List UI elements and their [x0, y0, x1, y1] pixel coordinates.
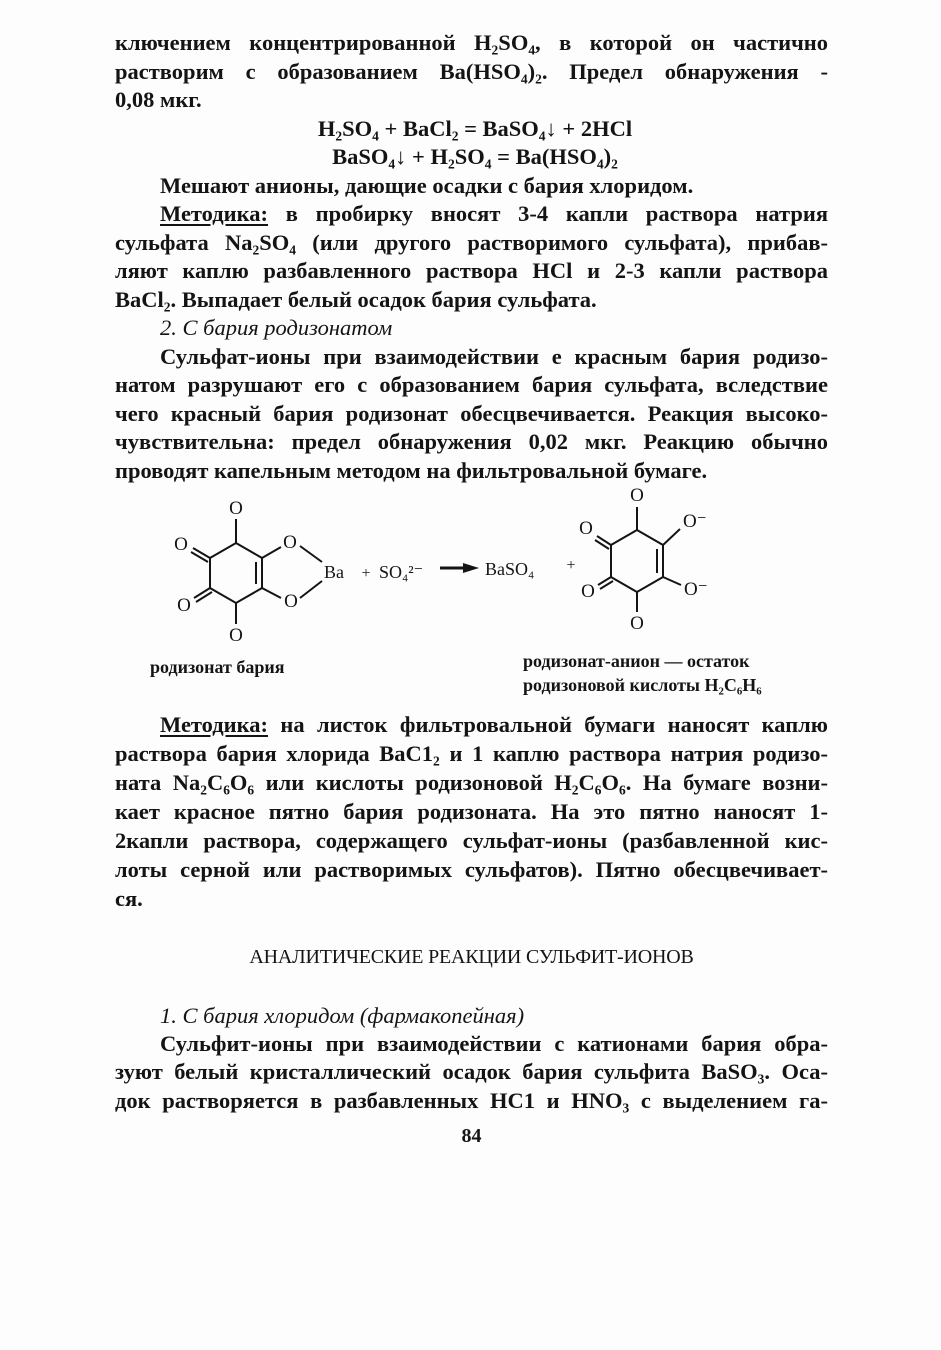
text-line: чего красный бария родизонат обесцвечивается. Реакция высоко- — [115, 400, 828, 426]
bond — [663, 577, 681, 585]
text-line: раствора бария хлорида BaC1₂ и 1 каплю раствора натрия родизо- — [115, 741, 828, 766]
right-caption-line: родизонат-анион — остаток — [523, 651, 750, 671]
text-column — [115, 29, 828, 1151]
plus-sign: + — [566, 557, 576, 574]
bond — [300, 581, 322, 598]
oxygen-atom: O — [284, 591, 298, 612]
method-label: Методика: — [160, 201, 268, 226]
text-line: ляют каплю разбавленного раствора HCl и 2-3 капли раствора — [115, 258, 828, 283]
oxide-anion: O⁻ — [683, 511, 707, 532]
oxygen-atom: O — [229, 498, 243, 519]
text-line: лоты серной или растворимых сульфатов). Пятно обесцвечивает- — [115, 857, 828, 882]
oxygen-atom: O — [630, 485, 644, 506]
text-line: кает красное пятно бария родизоната. На это пятно наносят 1- — [115, 799, 828, 824]
sulfite-paragraph — [115, 1030, 828, 1116]
text-line: зуют белый кристаллический осадок бария сульфита BaSO₃. Оса- — [115, 1059, 828, 1085]
text-line: сульфата Na₂SO₄ (или другого растворимого сульфата), прибав- — [115, 229, 828, 255]
text-line: чувствительна: предел обнаружения 0,02 мкг. Реакцию обычно — [115, 429, 828, 454]
bond — [191, 552, 208, 562]
interference-note: Мешают анионы, дающие осадки с бария хлоридом. — [160, 172, 694, 198]
reaction-subheading: 2. С бария родизонатом — [160, 315, 393, 340]
text-line: ната Na₂C₆O₆ или кислоты родизоновой H₂C₆O₆. На бумаге возни- — [115, 770, 828, 795]
method-text: на листок фильтровальной бумаги наносят каплю — [268, 712, 828, 737]
barium-sulfate: BaSO₄ — [485, 559, 535, 579]
right-caption-line: родизоновой кислоты H₂C₆H₆ — [523, 675, 762, 695]
rhodizonate-reaction-scheme — [0, 485, 941, 710]
benzene-ring — [611, 530, 663, 592]
text-line: растворим с образованием Ba(HSO₄)₂. Предел обнаружения - — [115, 58, 828, 84]
method-text: в пробирку вносят 3-4 капли раствора натрия — [268, 201, 828, 226]
oxygen-atom: O — [177, 595, 191, 616]
oxygen-atom: O — [581, 581, 595, 602]
oxygen-atom: O — [630, 613, 644, 634]
reaction-diagram — [0, 485, 941, 710]
text-line: 2капли раствора, содержащего сульфат-ионы (разбавленной кис- — [115, 828, 828, 853]
text-line: док растворяется в разбавленных HC1 и HNO₃ с выделением га- — [115, 1087, 828, 1113]
method-first-line — [115, 710, 828, 739]
bond — [196, 592, 212, 602]
bond — [262, 547, 281, 558]
page-number: 84 — [461, 1124, 482, 1147]
sulfate-ion: SO₄²⁻ — [379, 562, 424, 582]
method-label: Методика: — [160, 712, 268, 737]
text-line: ся. — [115, 886, 143, 911]
bond — [262, 588, 281, 598]
oxygen-atom: O — [283, 532, 297, 553]
barium-rhodizonate-bonds — [191, 519, 322, 624]
oxygen-atom: O — [229, 625, 243, 646]
oxide-anion: O⁻ — [684, 579, 708, 600]
barium-atom: Ba — [324, 562, 344, 582]
oxygen-atom: O — [579, 518, 593, 539]
text-line: Сульфат-ионы при взаимодействии е красным бария родизо- — [160, 343, 828, 369]
text-line: ключением концентрированной H₂SO₄, в которой он частично — [115, 30, 828, 55]
plus-sign: + — [361, 565, 371, 582]
chemical-equation: BaSO₄↓ + H₂SO₄ = Ba(HSO₄)₂ — [332, 144, 618, 169]
text-line: проводят капельным методом на фильтровальной бумаге. — [115, 457, 708, 483]
method-paragraph — [115, 710, 828, 913]
text-line: 0,08 мкг. — [115, 87, 202, 112]
bond — [300, 546, 322, 562]
bond — [663, 529, 680, 545]
text-line: натом разрушают его с образованием бария сульфата, вследствие — [115, 372, 828, 397]
reaction-subheading: 1. С бария хлоридом (фармакопейная) — [160, 1002, 525, 1028]
text-line: BaCl₂. Выпадает белый осадок бария сульфата. — [115, 286, 597, 312]
bond — [194, 588, 210, 598]
bond — [193, 548, 210, 558]
chemical-equation: H₂SO₄ + BaCl₂ = BaSO₄↓ + 2HCl — [317, 115, 633, 141]
text-line: Сульфит-ионы при взаимодействии с катионами бария обра- — [160, 1030, 828, 1056]
reaction-arrow — [440, 563, 479, 573]
arrow-head — [463, 563, 479, 573]
benzene-ring — [210, 543, 262, 603]
left-caption: родизонат бария — [150, 657, 285, 677]
oxygen-atom: O — [174, 534, 188, 555]
section-heading: АНАЛИТИЧЕСКИЕ РЕАКЦИИ СУЛЬФИТ-ИОНОВ — [249, 945, 694, 968]
method-first-line — [115, 200, 828, 229]
rhodizonate-anion-bonds — [595, 507, 681, 612]
